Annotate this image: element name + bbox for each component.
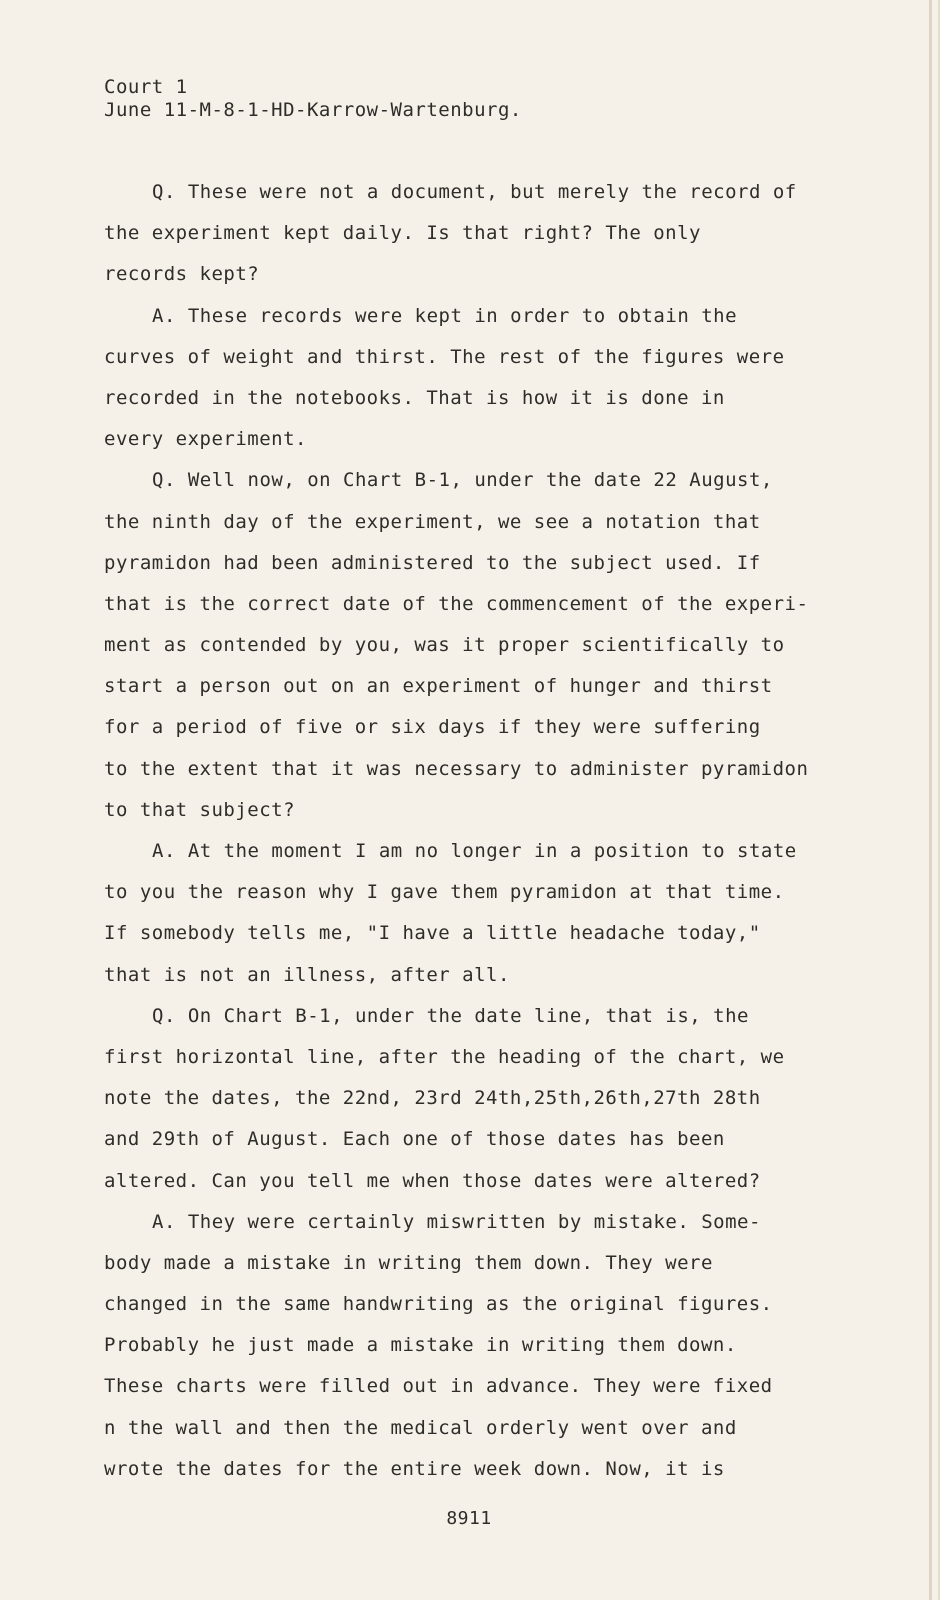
transcript-line: wrote the dates for the entire week down. Now, it is	[104, 1457, 725, 1480]
transcript-line: These charts were filled out in advance. They were fixed	[104, 1375, 773, 1398]
page-number: 8911	[446, 1508, 492, 1529]
transcript-line: and 29th of August. Each one of those dates has been	[104, 1128, 725, 1151]
transcript-line: every experiment.	[104, 428, 307, 451]
transcript-line: Q. These were not a document, but merely the record of	[152, 181, 797, 203]
transcript-line: A. At the moment I am no longer in a position to state	[152, 840, 797, 862]
page-edge	[929, 0, 932, 1600]
transcript-line: that is the correct date of the commencement of the experi-	[104, 592, 809, 615]
transcript-line: that is not an illness, after all.	[104, 963, 510, 986]
transcript-body	[104, 172, 844, 1490]
transcript-line: start a person out on an experiment of hunger and thirst	[104, 675, 773, 698]
transcript-line: records kept?	[104, 263, 260, 286]
transcript-line: for a period of five or six days if they were suffering	[104, 716, 761, 739]
transcript-line: changed in the same handwriting as the original figures.	[104, 1293, 773, 1316]
transcript-line: note the dates, the 22nd, 23rd 24th,25th,26th,27th 28th	[104, 1087, 761, 1110]
transcript-line: n the wall and then the medical orderly went over and	[104, 1416, 737, 1439]
transcript-line: recorded in the notebooks. That is how it is done in	[104, 386, 725, 409]
transcript-line: body made a mistake in writing them down. They were	[104, 1251, 713, 1274]
transcript-line: to the extent that it was necessary to administer pyramidon	[104, 757, 809, 780]
transcript-line: A. They were certainly miswritten by mistake. Some-	[152, 1210, 761, 1233]
transcript-line: altered. Can you tell me when those dates were altered?	[104, 1169, 761, 1192]
transcript-line: pyramidon had been administered to the subject used. If	[104, 551, 761, 574]
transcript-line: the ninth day of the experiment, we see a notation that	[104, 510, 761, 533]
court-label: Court 1	[104, 76, 188, 98]
transcript-line: Q. Well now, on Chart B-1, under the date 22 August,	[152, 469, 773, 492]
session-reference: June 11-M-8-1-HD-Karrow-Wartenburg.	[104, 99, 522, 121]
transcript-line: If somebody tells me, "I have a little headache today,"	[104, 922, 761, 945]
document-header	[104, 76, 522, 122]
transcript-line: Q. On Chart B-1, under the date line, that is, the	[152, 1004, 749, 1027]
transcript-line: to you the reason why I gave them pyramidon at that time.	[104, 881, 785, 904]
transcript-line: A. These records were kept in order to obtain the	[152, 304, 738, 327]
transcript-line: the experiment kept daily. Is that right? The only	[104, 222, 701, 245]
transcript-line: curves of weight and thirst. The rest of the figures were	[104, 345, 785, 368]
transcript-line: to that subject?	[104, 798, 296, 821]
transcript-line: ment as contended by you, was it proper scientifically to	[104, 634, 785, 657]
transcript-line: first horizontal line, after the heading of the chart, we	[104, 1045, 785, 1068]
transcript-line: Probably he just made a mistake in writing them down.	[104, 1334, 737, 1357]
